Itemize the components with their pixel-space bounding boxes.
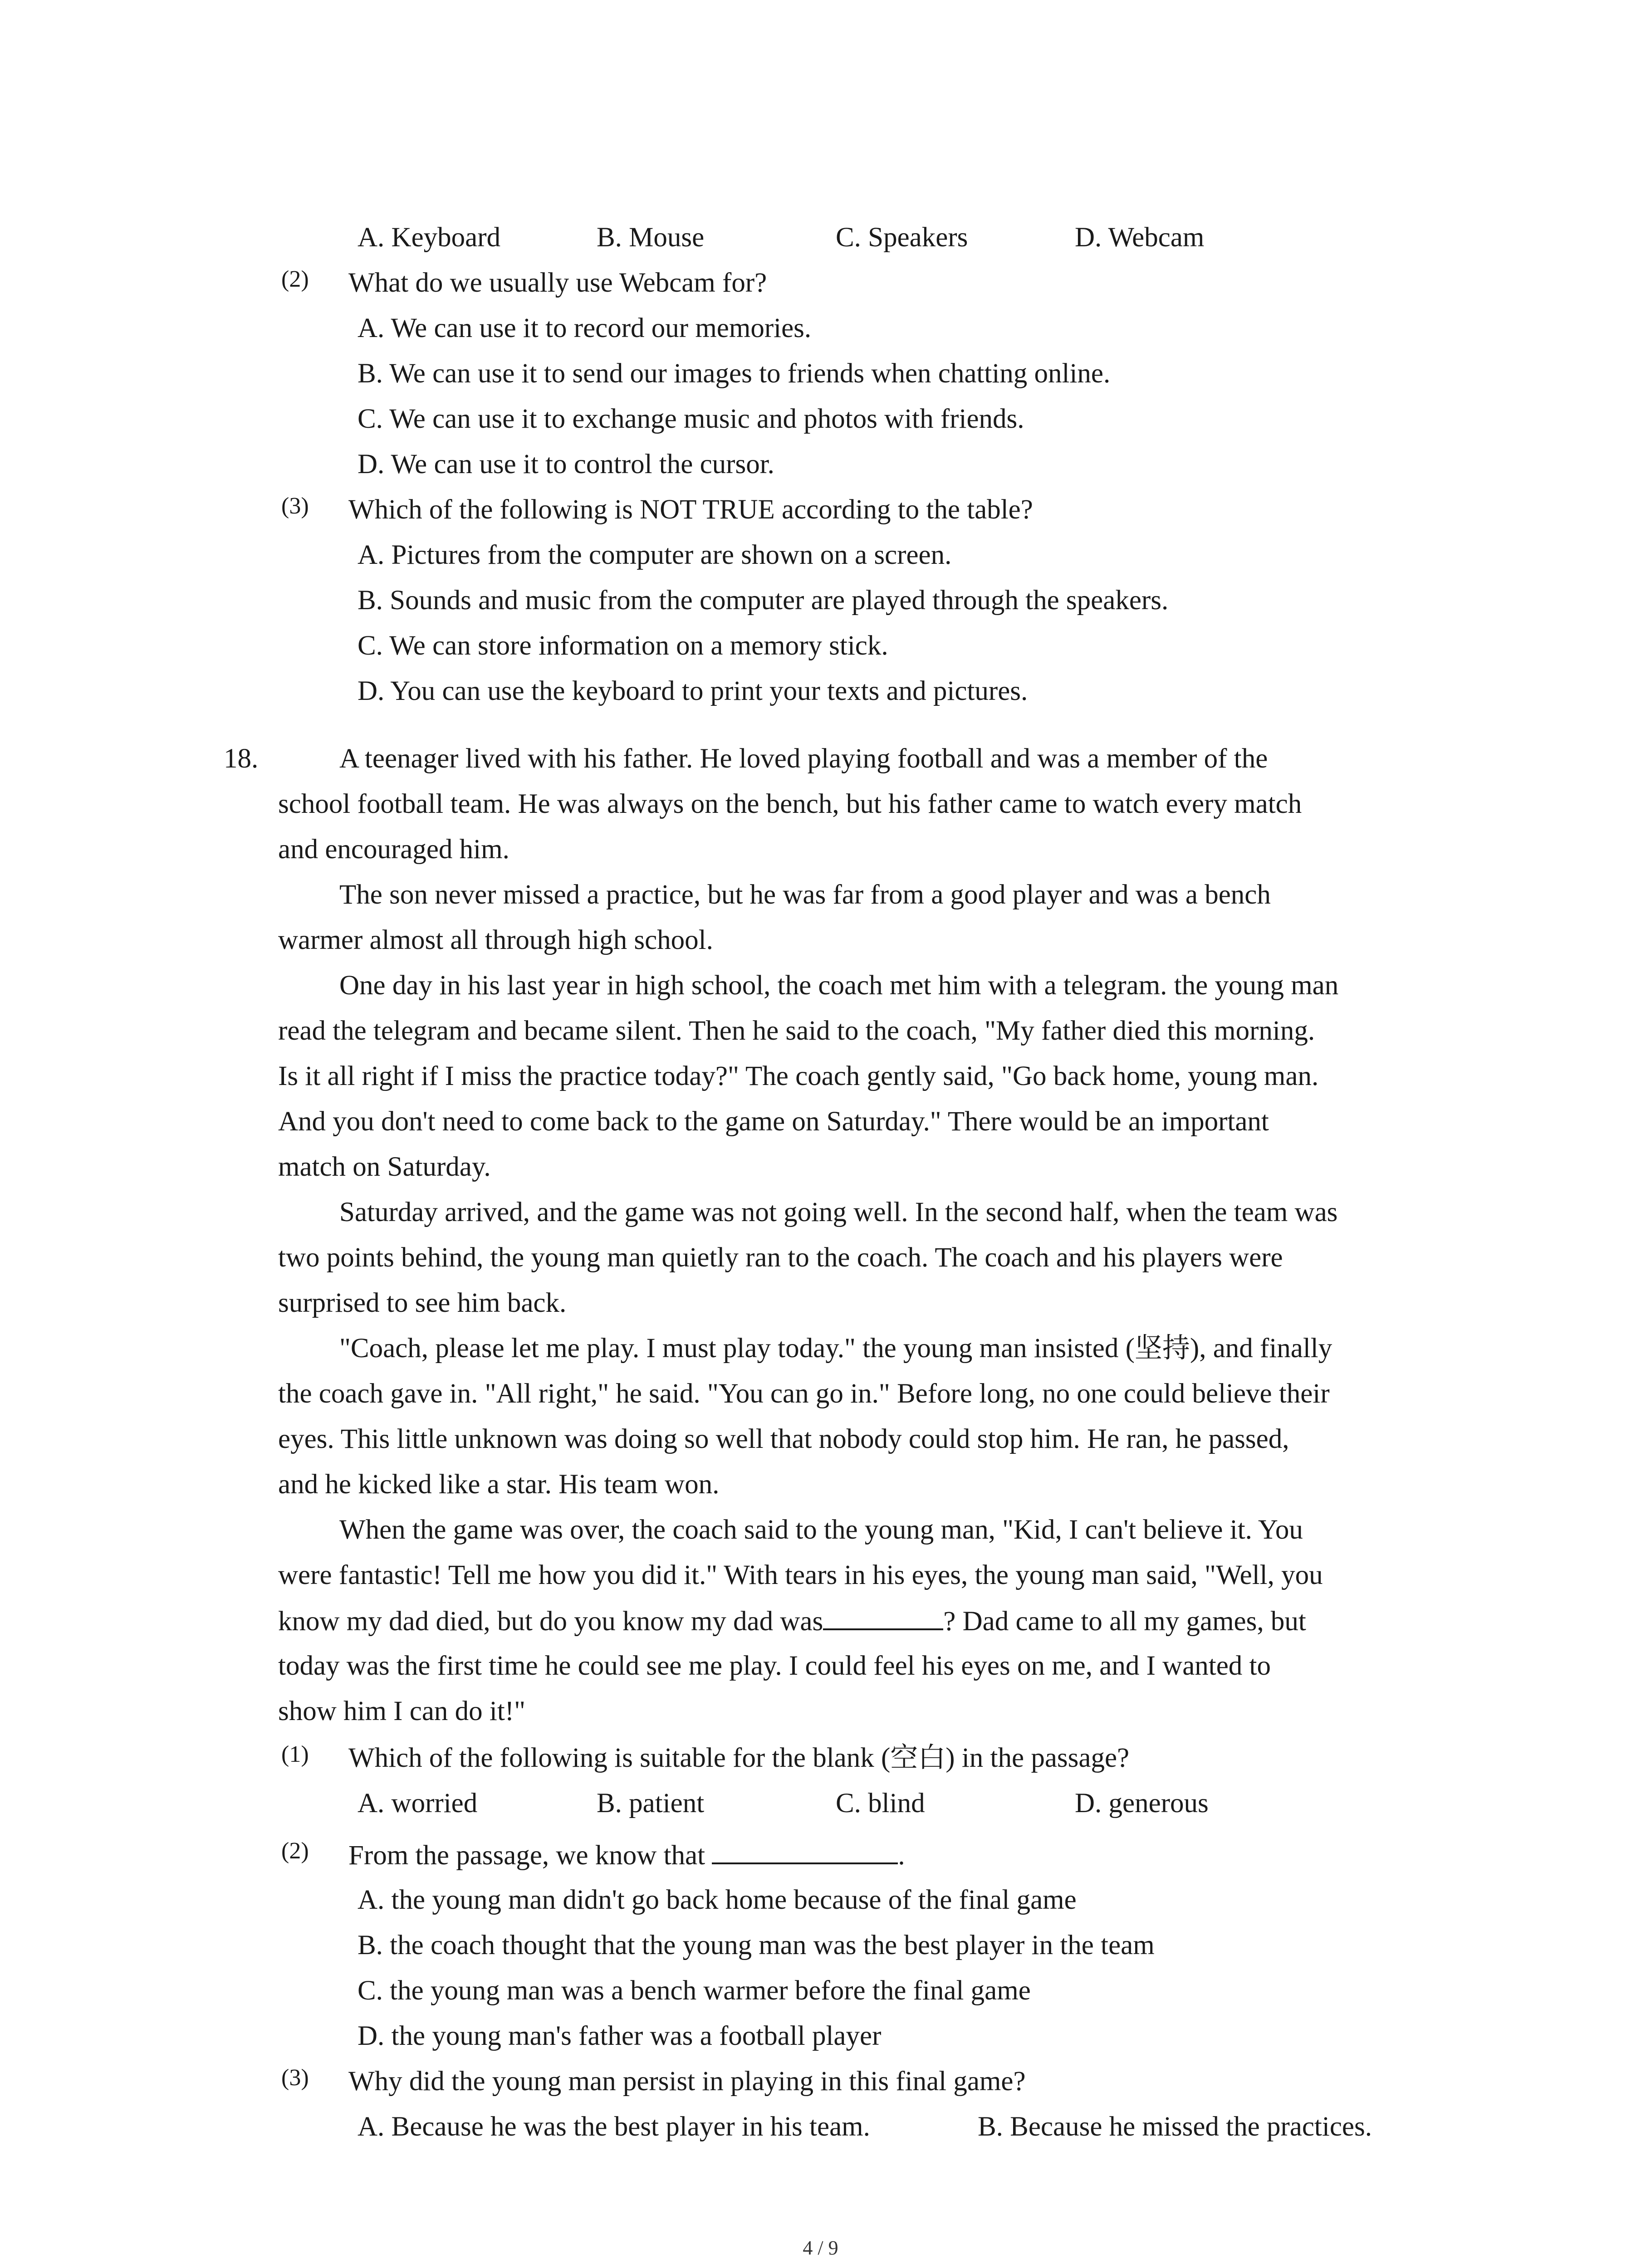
q17-q2-option-d: D. We can use it to control the cursor. xyxy=(358,449,774,479)
passage-line: surprised to see him back. xyxy=(278,1288,567,1318)
q17-q1-option-d: D. Webcam xyxy=(1075,222,1205,253)
passage-line: and encouraged him. xyxy=(278,834,509,865)
q17-q2-option-b: B. We can use it to send our images to friends when chatting online. xyxy=(358,358,1111,389)
passage-line: show him I can do it!" xyxy=(278,1696,526,1726)
q18-q2-option-d: D. the young man's father was a football player xyxy=(358,2021,882,2051)
passage-line: match on Saturday. xyxy=(278,1152,491,1182)
q17-q2-stem: What do we usually use Webcam for? xyxy=(348,268,767,298)
passage-line: the coach gave in. "All right," he said. "You can go in." Before long, no one could believe their xyxy=(278,1378,1330,1409)
q18-q2-option-a: A. the young man didn't go back home because of the final game xyxy=(358,1885,1077,1915)
q18-q3-option-b: B. Because he missed the practices. xyxy=(978,2112,1372,2142)
q17-q1-option-b: B. Mouse xyxy=(597,222,705,253)
q18-q2-number: (2) xyxy=(281,1838,309,1864)
q18-q1-option-a: A. worried xyxy=(358,1788,478,1818)
q18-q2-stem-end: . xyxy=(898,1840,905,1871)
q17-q3-number: (3) xyxy=(281,493,309,519)
q18-q3-option-a: A. Because he was the best player in his team. xyxy=(358,2112,870,2142)
passage-line: When the game was over, the coach said to the young man, "Kid, I can't believe it. You xyxy=(339,1515,1303,1545)
q17-q3-option-b: B. Sounds and music from the computer are played through the speakers. xyxy=(358,585,1169,616)
passage-line: One day in his last year in high school, the coach met him with a telegram. the young man xyxy=(339,970,1339,1001)
q17-q3-option-d: D. You can use the keyboard to print your texts and pictures. xyxy=(358,676,1028,706)
q18-q2-stem-text: From the passage, we know that xyxy=(348,1840,705,1871)
q18-q1-stem: Which of the following is suitable for the blank (空白) in the passage? xyxy=(348,1743,1130,1773)
q17-q3-stem: Which of the following is NOT TRUE according to the table? xyxy=(348,494,1033,525)
passage-text-before-blank: know my dad died, but do you know my dad was xyxy=(278,1606,823,1637)
question-18-number: 18. xyxy=(224,743,259,774)
q17-q2-option-a: A. We can use it to record our memories. xyxy=(358,313,812,343)
passage-blank xyxy=(823,1607,943,1630)
q18-q1-option-b: B. patient xyxy=(597,1788,705,1818)
passage-line: warmer almost all through high school. xyxy=(278,925,713,955)
passage-line: "Coach, please let me play. I must play today." the young man insisted (坚持), and finally xyxy=(339,1333,1332,1364)
q18-q1-option-d: D. generous xyxy=(1075,1788,1209,1818)
passage-line: school football team. He was always on the bench, but his father came to watch every match xyxy=(278,789,1302,819)
q18-q2-stem xyxy=(348,1841,905,1869)
passage-line: two points behind, the young man quietly ran to the coach. The coach and his players were xyxy=(278,1242,1283,1273)
passage-line: A teenager lived with his father. He loved playing football and was a member of the xyxy=(339,743,1268,774)
q18-q1-number: (1) xyxy=(281,1741,309,1767)
passage-line: The son never missed a practice, but he was far from a good player and was a bench xyxy=(339,880,1271,910)
passage-line: Is it all right if I miss the practice today?" The coach gently said, "Go back home, young man. xyxy=(278,1061,1319,1091)
q18-q2-option-c: C. the young man was a bench warmer before the final game xyxy=(358,1975,1031,2006)
passage-text-after-blank: ? Dad came to all my games, but xyxy=(943,1606,1306,1637)
passage-line: today was the first time he could see me play. I could feel his eyes on me, and I wanted to xyxy=(278,1651,1271,1681)
passage-line: Saturday arrived, and the game was not going well. In the second half, when the team was xyxy=(339,1197,1338,1227)
q17-q3-option-a: A. Pictures from the computer are shown on a screen. xyxy=(358,540,952,570)
q18-q1-option-c: C. blind xyxy=(836,1788,925,1818)
q17-q3-option-c: C. We can store information on a memory stick. xyxy=(358,631,888,661)
q17-q2-option-c: C. We can use it to exchange music and photos with friends. xyxy=(358,404,1024,434)
passage-line: were fantastic! Tell me how you did it." With tears in his eyes, the young man said, "Well, you xyxy=(278,1560,1323,1590)
q18-q2-blank xyxy=(712,1841,898,1864)
q17-q1-option-a: A. Keyboard xyxy=(358,222,501,253)
q18-q3-stem: Why did the young man persist in playing in this final game? xyxy=(348,2066,1026,2097)
page-number: 4 / 9 xyxy=(803,2237,838,2259)
q18-q2-option-b: B. the coach thought that the young man was the best player in the team xyxy=(358,1930,1155,1960)
q17-q1-option-c: C. Speakers xyxy=(836,222,968,253)
passage-line-with-blank xyxy=(278,1607,1306,1635)
passage-line: eyes. This little unknown was doing so well that nobody could stop him. He ran, he passed, xyxy=(278,1424,1289,1454)
passage-line: and he kicked like a star. His team won. xyxy=(278,1469,720,1500)
passage-line: read the telegram and became silent. Then he said to the coach, "My father died this morning. xyxy=(278,1016,1315,1046)
passage-line: And you don't need to come back to the game on Saturday." There would be an important xyxy=(278,1106,1269,1137)
q18-q3-number: (3) xyxy=(281,2065,309,2091)
q17-q2-number: (2) xyxy=(281,266,309,292)
